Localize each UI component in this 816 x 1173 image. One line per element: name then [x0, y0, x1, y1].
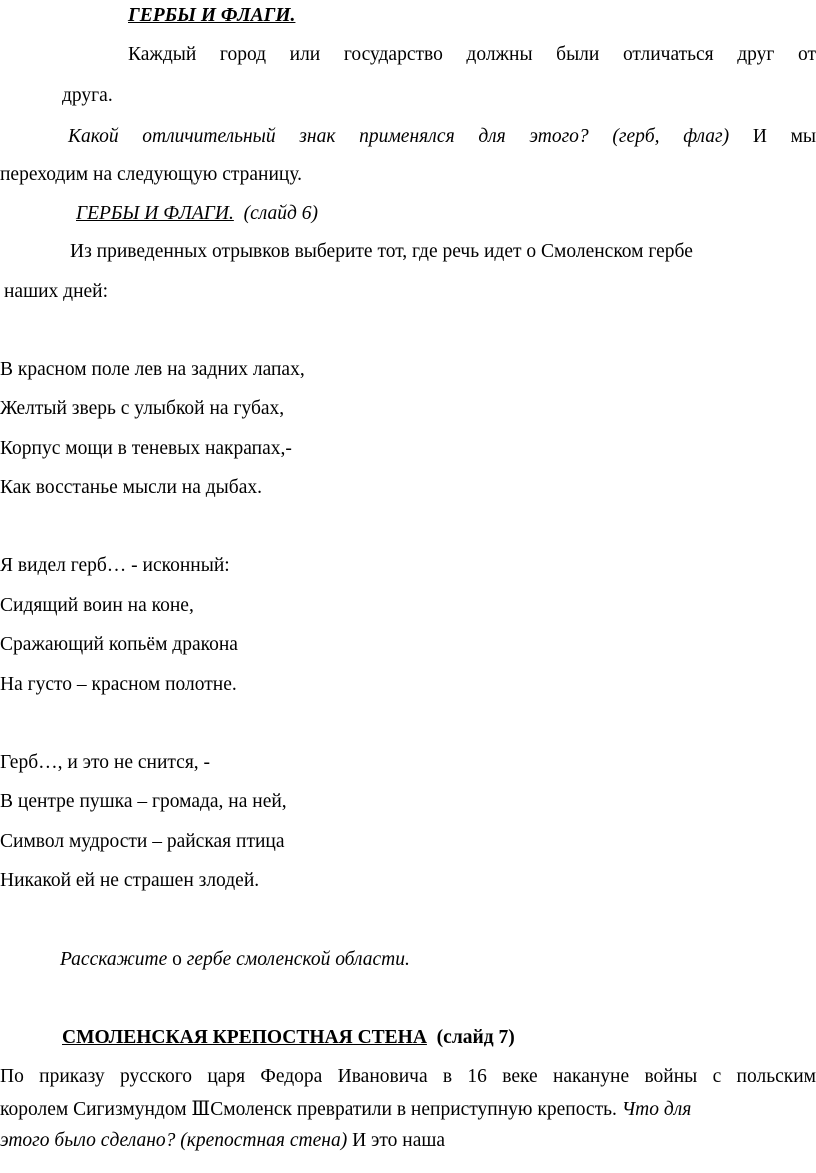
- paragraph-4-line-1: По приказу русского царя Федора Ивановича в 16 веке накануне войны с польским: [0, 1066, 816, 1087]
- paragraph-4-line-2b: Смоленск превратили в неприступную крепость.: [210, 1099, 617, 1120]
- paragraph-1-line-2: друга.: [62, 85, 113, 106]
- heading-krepostnaya-stena: [62, 1026, 515, 1050]
- paragraph-3-line-2: наших дней:: [4, 281, 109, 302]
- heading-3-slide: (слайд 7): [436, 1027, 515, 1048]
- poem-2-line-1: Я видел герб… - исконный:: [0, 555, 230, 576]
- heading-2-title: ГЕРБЫ И ФЛАГИ.: [76, 203, 234, 224]
- paragraph-2-line-1: [68, 125, 816, 149]
- heading-slide-6: [76, 202, 318, 226]
- paragraph-4-line-3a: этого было сделано? (крепостная стена): [0, 1130, 348, 1151]
- paragraph-1-line-1: Каждый город или государство должны были отличаться друг от: [128, 44, 816, 65]
- poem-1-line-2: Желтый зверь с улыбкой на губах,: [0, 398, 285, 419]
- paragraph-4-line-3: [0, 1129, 445, 1153]
- task-part-3: гербе смоленской области.: [186, 949, 410, 970]
- poem-2-line-4: На густо – красном полотне.: [0, 674, 237, 695]
- poem-3-line-4: Никакой ей не страшен злодей.: [0, 870, 260, 891]
- poem-3-line-3: Символ мудрости – райская птица: [0, 831, 285, 852]
- paragraph-4-line-3b: И это наша: [352, 1130, 446, 1151]
- heading-3-title: СМОЛЕНСКАЯ КРЕПОСТНАЯ СТЕНА: [62, 1027, 427, 1048]
- paragraph-4-line-2a: королем Сигизмундом: [0, 1099, 187, 1120]
- poem-1-line-3: Корпус мощи в теневых накрапах,-: [0, 438, 292, 459]
- poem-2-line-3: Сражающий копьём дракона: [0, 634, 238, 655]
- poem-3-line-1: Герб…, и это не снится, -: [0, 752, 211, 773]
- paragraph-4-line-2: [0, 1098, 691, 1122]
- task-line: [60, 948, 410, 972]
- poem-2-line-2: Сидящий воин на коне,: [0, 595, 194, 616]
- paragraph-4-line-2c: Что для: [621, 1099, 692, 1120]
- poem-1-line-1: В красном поле лев на задних лапах,: [0, 359, 305, 380]
- paragraph-3-line-1: Из приведенных отрывков выберите тот, где речь идет о Смоленском гербе: [70, 241, 693, 262]
- task-part-1: Расскажите: [60, 949, 168, 970]
- paragraph-2-line-2: переходим на следующую страницу.: [0, 164, 303, 185]
- poem-1-line-4: Как восстанье мысли на дыбах.: [0, 477, 262, 498]
- heading-gerby-flagi: ГЕРБЫ И ФЛАГИ.: [128, 5, 296, 26]
- heading-2-slide: (слайд 6): [243, 203, 318, 224]
- question-tail: И мы: [752, 126, 816, 147]
- question-text: Какой отличительный знак применялся для этого? (герб, флаг): [68, 126, 730, 147]
- roman-numeral-three: Ⅲ: [191, 1099, 211, 1120]
- task-part-2: о: [172, 949, 182, 970]
- poem-3-line-2: В центре пушка – громада, на ней,: [0, 791, 287, 812]
